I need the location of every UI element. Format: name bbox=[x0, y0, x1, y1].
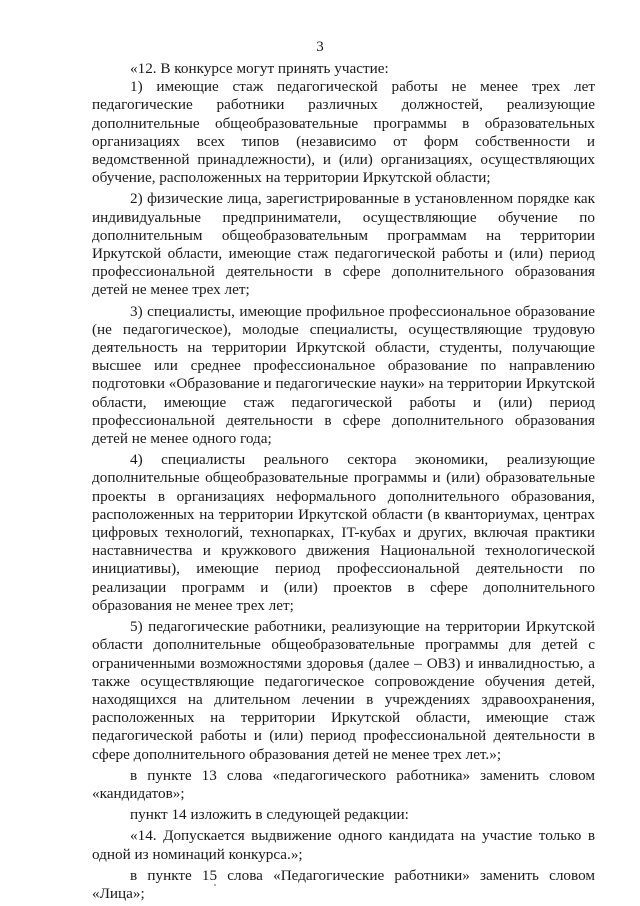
paragraph-amend-clause-14-intro: пункт 14 изложить в следующей редакции: bbox=[130, 806, 409, 824]
paragraph-item-4: 4) специалисты реального сектора экономики, реализующие дополнительные общеобразовательные программы и (или) образовательные проекты в организациях неформального дополнительного образования, расположенных на территории Иркутской области (в кванториумах, центрах цифровых технологий, технопарках, IT-кубах и других, включая практики наставничества и кружкового движения Национальной технологической инициативы), имеющие период профессиональной деятельности по реализации программ и (или) проектов в сфере дополнительного образования не менее трех лет; bbox=[92, 451, 595, 614]
paragraph-clause-12-intro: «12. В конкурсе могут принять участие: bbox=[130, 60, 389, 77]
paragraph-clause-14-text: «14. Допускается выдвижение одного кандидата на участие только в одной из номинаций конкурса.»; bbox=[92, 827, 595, 863]
document-body bbox=[92, 60, 595, 906]
paragraph-item-2: 2) физические лица, зарегистрированные в установленном порядке как индивидуальные предприниматели, осуществляющие обучение по дополнительным общеобразовательным программам на территории Иркутской области, имеющие стаж педагогической работы и (или) период профессиональной деятельности в сфере дополнительного образования детей не менее трех лет; bbox=[92, 190, 595, 299]
paragraph-item-3: 3) специалисты, имеющие профильное профессиональное образование (не педагогическое), молодые специалисты, осуществляющие трудовую деятельность на территории Иркутской области, студенты, получающие высшее или среднее профессиональное образование по направлению подготовки «Образование и педагогические науки» на территории Иркутской области, имеющие стаж педагогической работы и (или) период профессиональной деятельности в сфере дополнительного образования детей не менее одного года; bbox=[92, 302, 595, 448]
page-number: 3 bbox=[316, 39, 324, 55]
paragraph-amend-clause-15: в пункте 15 слова «Педагогические работники» заменить словом «Лица»; bbox=[92, 866, 595, 902]
paragraph-amend-clause-13: в пункте 13 слова «педагогического работника» заменить словом «кандидатов»; bbox=[92, 766, 595, 802]
paragraph-item-1: 1) имеющие стаж педагогической работы не менее трех лет педагогические работники различных должностей, реализующие дополнительные общеобразовательные программы в образовательных организациях всех типов (независимо от форм собственности и ведомственной принадлежности), и (или) организациях, осуществляющих обучение, расположенных на территории Иркутской области; bbox=[92, 78, 595, 187]
scan-artifact-dot bbox=[214, 884, 216, 886]
paragraph-item-5: 5) педагогические работники, реализующие на территории Иркутской области дополнительные общеобразовательные программы для детей с ограниченными возможностями здоровья (далее – ОВЗ) и инвалидностью, а также осуществляющие педагогическое сопровождение обучения детей, находящихся на длительном лечении в учреждениях здравоохранения, расположенных на территории Иркутской области, имеющие стаж педагогической работы и (или) период профессиональной деятельности в сфере дополнительного образования детей не менее трех лет.»; bbox=[92, 618, 595, 763]
